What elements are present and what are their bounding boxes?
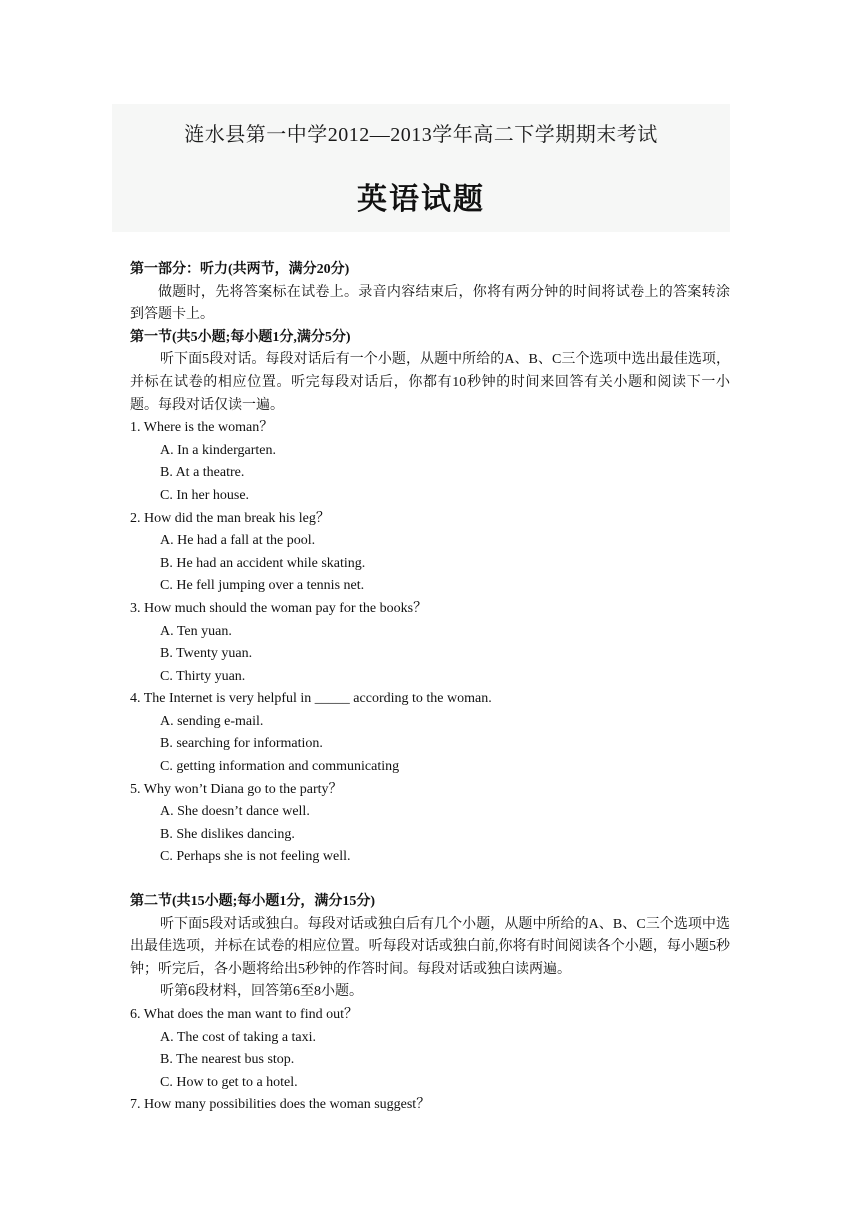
question-7 xyxy=(130,1094,730,1117)
section2-instruction: 听下面5段对话或独白。每段对话或独白后有几个小题，从题中所给的A、B、C三个选项中选出最佳选项，并标在试卷的相应位置。听每段对话或独白前,你将有时间阅读各个小题，每小题5秒钟；听完后，各小题将给出5秒钟的作答时间。每段对话或独白读两遍。 xyxy=(130,916,730,977)
option-b: B. At a theatre. xyxy=(160,465,245,481)
question-stem: 7. How many possibilities does the woman suggest？ xyxy=(130,1097,431,1113)
option-a: A. He had a fall at the pool. xyxy=(160,533,316,549)
option-c: C. Perhaps she is not feeling well. xyxy=(160,849,351,865)
question-6 xyxy=(130,1004,730,1094)
option-b: B. searching for information. xyxy=(160,736,323,752)
option-a: A. sending e-mail. xyxy=(160,713,264,729)
school-title: 涟水县第一中学2012—2013学年高二下学期期末考试 xyxy=(184,124,658,146)
section1-questions xyxy=(130,417,730,869)
option-c: C. He fell jumping over a tennis net. xyxy=(160,578,365,594)
option-a: A. Ten yuan. xyxy=(160,623,232,639)
section2-heading: 第二节(共15小题;每小题1分，满分15分) xyxy=(130,894,375,910)
option-b: B. She dislikes dancing. xyxy=(160,826,295,842)
option-b: B. The nearest bus stop. xyxy=(160,1052,295,1068)
question-stem: 3. How much should the woman pay for the books？ xyxy=(130,600,428,616)
section-gap xyxy=(130,869,730,891)
question-stem: 4. The Internet is very helpful in _____ according to the woman. xyxy=(130,691,492,707)
question-3 xyxy=(130,598,730,688)
question-stem: 5. Why won’t Diana go to the party？ xyxy=(130,781,343,797)
part1-instruction: 做题时，先将答案标在试卷上。录音内容结束后，你将有两分钟的时间将试卷上的答案转涂到答题卡上。 xyxy=(130,284,730,323)
material-note: 听第6段材料，回答第6至8小题。 xyxy=(160,984,363,1000)
question-stem: 1. Where is the woman？ xyxy=(130,420,274,436)
section1-instruction: 听下面5段对话。每段对话后有一个小题，从题中所给的A、B、C三个选项中选出最佳选项，并标在试卷的相应位置。听完每段对话后，你都有10秒钟的时间来回答有关小题和阅读下一小题。每段对话仅读一遍。 xyxy=(130,352,730,413)
option-b: B. Twenty yuan. xyxy=(160,646,253,662)
option-a: A. In a kindergarten. xyxy=(160,442,276,458)
question-1 xyxy=(130,417,730,507)
question-4 xyxy=(130,688,730,778)
question-stem: 2. How did the man break his leg？ xyxy=(130,510,330,526)
section1-heading: 第一节(共5小题;每小题1分,满分5分) xyxy=(130,329,351,345)
option-b: B. He had an accident while skating. xyxy=(160,555,366,571)
section2-questions xyxy=(130,1004,730,1117)
header-band xyxy=(112,104,730,232)
option-c: C. Thirty yuan. xyxy=(160,668,246,684)
part1-heading: 第一部分：听力(共两节，满分20分) xyxy=(130,262,350,277)
exam-title: 英语试题 xyxy=(357,183,485,216)
option-a: A. She doesn’t dance well. xyxy=(160,804,310,820)
exam-content xyxy=(130,259,730,1117)
question-5 xyxy=(130,779,730,869)
option-c: C. How to get to a hotel. xyxy=(160,1074,298,1090)
question-2 xyxy=(130,508,730,598)
option-c: C. In her house. xyxy=(160,487,250,503)
option-c: C. getting information and communicating xyxy=(160,759,400,775)
question-stem: 6. What does the man want to find out？ xyxy=(130,1007,358,1022)
option-a: A. The cost of taking a taxi. xyxy=(160,1029,317,1045)
